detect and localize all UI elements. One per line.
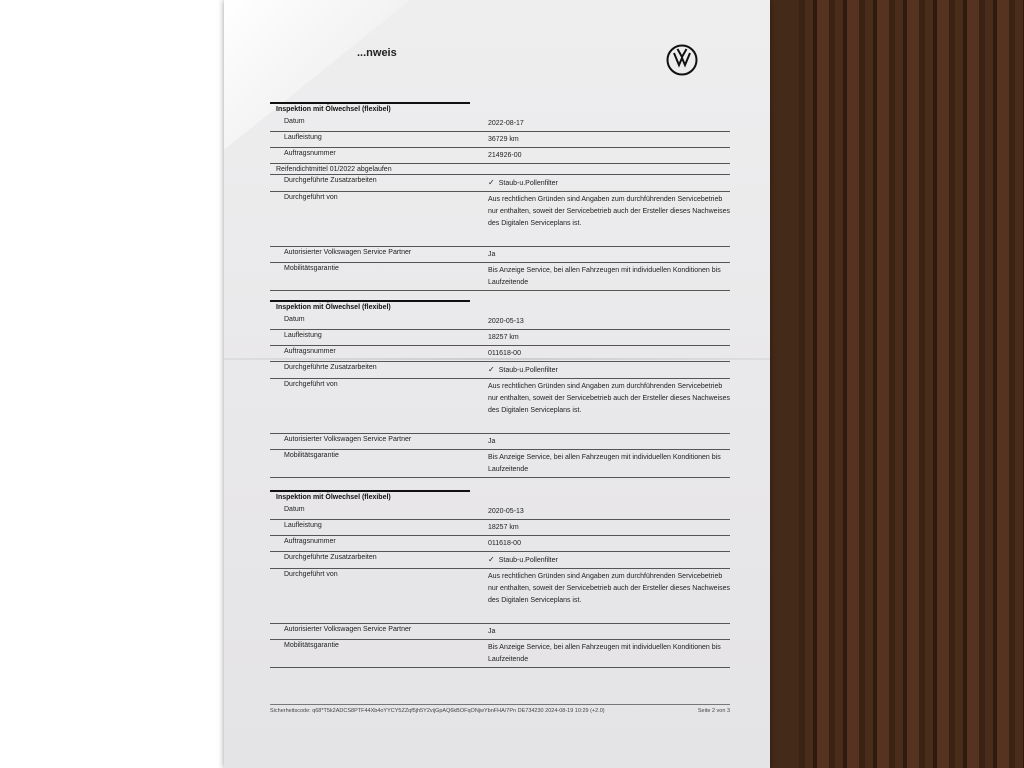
row-partner bbox=[270, 434, 730, 450]
label: Mobilitätsgarantie bbox=[284, 452, 339, 459]
row-partner bbox=[270, 247, 730, 263]
label: Datum bbox=[284, 506, 305, 513]
row-zusatzarbeiten bbox=[270, 362, 730, 379]
label: Datum bbox=[284, 118, 305, 125]
value: Ja bbox=[488, 438, 496, 445]
label: Laufleistung bbox=[284, 332, 322, 339]
service-entry-1 bbox=[270, 104, 730, 291]
value: 18257 km bbox=[488, 524, 519, 531]
value: Bis Anzeige Service, bei allen Fahrzeugen mit individuellen Konditionen bis Laufzeitende bbox=[488, 454, 721, 473]
value: Aus rechtlichen Gründen sind Angaben zum durchführenden Servicebetrieb nur enthalten, soweit der Servicebetrieb auch der Ersteller dieses Nachweises des Digitalen Serviceplans ist. bbox=[488, 573, 731, 604]
page-number: Seite 2 von 3 bbox=[697, 708, 730, 714]
value: 2022-08-17 bbox=[488, 120, 524, 127]
value: 011618-00 bbox=[488, 540, 521, 547]
row-datum bbox=[270, 504, 730, 520]
row-note bbox=[270, 164, 730, 175]
row-partner bbox=[270, 624, 730, 640]
document-page bbox=[224, 0, 770, 768]
value: Bis Anzeige Service, bei allen Fahrzeugen mit individuellen Konditionen bis Laufzeitende bbox=[488, 644, 721, 663]
row-mobilitaet bbox=[270, 640, 730, 668]
value: 214926-00 bbox=[488, 152, 522, 159]
footer-divider bbox=[270, 704, 730, 705]
label: Autorisierter Volkswagen Service Partner bbox=[284, 626, 412, 633]
value: Staub-u.Pollenfilter bbox=[498, 557, 558, 564]
label: Durchgeführte Zusatzarbeiten bbox=[284, 177, 377, 184]
label: Auftragsnummer bbox=[284, 150, 336, 157]
label: Autorisierter Volkswagen Service Partner bbox=[284, 436, 412, 443]
label: Durchgeführt von bbox=[284, 381, 338, 388]
label: Datum bbox=[284, 316, 305, 323]
service-entry-3 bbox=[270, 492, 730, 668]
value: Bis Anzeige Service, bei allen Fahrzeugen mit individuellen Konditionen bis Laufzeitende bbox=[488, 267, 721, 286]
value: Aus rechtlichen Gründen sind Angaben zum durchführenden Servicebetrieb nur enthalten, soweit der Servicebetrieb auch der Ersteller dieses Nachweises des Digitalen Serviceplans ist. bbox=[488, 196, 731, 227]
label: Mobilitätsgarantie bbox=[284, 265, 339, 272]
value: 011618-00 bbox=[488, 350, 521, 357]
checkmark-icon: ✓ bbox=[488, 365, 495, 374]
row-zusatzarbeiten bbox=[270, 552, 730, 569]
row-auftragsnummer bbox=[270, 536, 730, 552]
label: Auftragsnummer bbox=[284, 348, 336, 355]
label: Durchgeführt von bbox=[284, 571, 338, 578]
wood-table-right bbox=[799, 0, 1024, 768]
row-durchgefuehrt bbox=[270, 379, 730, 434]
label: Durchgeführte Zusatzarbeiten bbox=[284, 364, 377, 371]
row-auftragsnummer bbox=[270, 346, 730, 362]
section-heading: Inspektion mit Ölwechsel (flexibel) bbox=[270, 302, 468, 314]
row-datum bbox=[270, 116, 730, 132]
value: 2020-05-13 bbox=[488, 318, 524, 325]
label: Autorisierter Volkswagen Service Partner bbox=[284, 249, 412, 256]
value: 18257 km bbox=[488, 334, 519, 341]
document-title: ...nweis bbox=[357, 47, 397, 59]
row-mobilitaet bbox=[270, 450, 730, 478]
label: Durchgeführt von bbox=[284, 194, 338, 201]
security-code: Sicherheitscode: q68*T5k2ADCS8PTF44Xb4oYYCY5ZZqf5jh5Y2vijGpAQ6kBOFqONjwYbnFHA/7Pn DE734230 2024-08-19 10:29 (+2.0) bbox=[270, 708, 605, 714]
checkmark-icon: ✓ bbox=[488, 555, 495, 564]
label: Laufleistung bbox=[284, 522, 322, 529]
row-laufleistung bbox=[270, 520, 730, 536]
checkmark-icon: ✓ bbox=[488, 178, 495, 187]
value: Staub-u.Pollenfilter bbox=[498, 180, 558, 187]
row-mobilitaet bbox=[270, 263, 730, 291]
label: Auftragsnummer bbox=[284, 538, 336, 545]
row-auftragsnummer bbox=[270, 148, 730, 164]
label: Mobilitätsgarantie bbox=[284, 642, 339, 649]
label: Laufleistung bbox=[284, 134, 322, 141]
label: Durchgeführte Zusatzarbeiten bbox=[284, 554, 377, 561]
value: Ja bbox=[488, 251, 496, 258]
row-laufleistung bbox=[270, 330, 730, 346]
row-laufleistung bbox=[270, 132, 730, 148]
note-text: Reifendichtmittel 01/2022 abgelaufen bbox=[276, 166, 392, 173]
value: Ja bbox=[488, 628, 496, 635]
page-footer bbox=[270, 708, 730, 714]
row-durchgefuehrt bbox=[270, 192, 730, 247]
row-zusatzarbeiten bbox=[270, 175, 730, 192]
value: 36729 km bbox=[488, 136, 519, 143]
value: Staub-u.Pollenfilter bbox=[498, 367, 558, 374]
value: 2020-05-13 bbox=[488, 508, 524, 515]
background-left bbox=[0, 0, 225, 768]
vw-logo-icon bbox=[666, 44, 698, 76]
row-durchgefuehrt bbox=[270, 569, 730, 624]
row-datum bbox=[270, 314, 730, 330]
section-heading: Inspektion mit Ölwechsel (flexibel) bbox=[270, 104, 468, 116]
service-entry-2 bbox=[270, 302, 730, 478]
section-heading: Inspektion mit Ölwechsel (flexibel) bbox=[270, 492, 468, 504]
value: Aus rechtlichen Gründen sind Angaben zum durchführenden Servicebetrieb nur enthalten, soweit der Servicebetrieb auch der Ersteller dieses Nachweises des Digitalen Serviceplans ist. bbox=[488, 383, 731, 414]
